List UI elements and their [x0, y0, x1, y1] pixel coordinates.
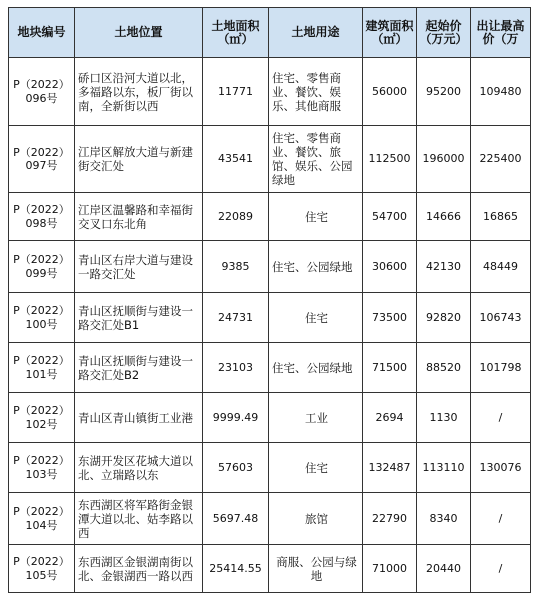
- cell-id: P（2022）097号: [9, 126, 75, 193]
- cell-building-area: 73500: [363, 293, 417, 343]
- cell-use: 住宅、零售商业、餐饮、娱乐、其他商服: [269, 58, 363, 126]
- cell-start-price: 20440: [417, 545, 471, 593]
- cell-building-area: 71500: [363, 343, 417, 393]
- cell-use: 商服、公园与绿地: [269, 545, 363, 593]
- cell-use: 旅馆: [269, 493, 363, 545]
- cell-area: 11771: [203, 58, 269, 126]
- cell-id: P（2022）103号: [9, 443, 75, 493]
- cell-building-area: 30600: [363, 241, 417, 293]
- cell-start-price: 1130: [417, 393, 471, 443]
- cell-use: 住宅: [269, 293, 363, 343]
- cell-final-price: 101798: [471, 343, 531, 393]
- cell-use: 住宅、公园绿地: [269, 343, 363, 393]
- table-row: [9, 126, 531, 193]
- land-auction-table-container: [8, 7, 531, 593]
- cell-building-area: 54700: [363, 193, 417, 241]
- cell-id: P（2022）101号: [9, 343, 75, 393]
- cell-building-area: 56000: [363, 58, 417, 126]
- cell-building-area: 71000: [363, 545, 417, 593]
- cell-id: P（2022）102号: [9, 393, 75, 443]
- cell-id: P（2022）096号: [9, 58, 75, 126]
- cell-location: 青山区抚顺街与建设一路交汇处B2: [75, 343, 203, 393]
- cell-final-price: 48449: [471, 241, 531, 293]
- land-auction-table: [8, 7, 531, 593]
- cell-building-area: 112500: [363, 126, 417, 193]
- header-building-area: 建筑面积（㎡）: [363, 8, 417, 58]
- cell-final-price: /: [471, 545, 531, 593]
- cell-start-price: 42130: [417, 241, 471, 293]
- cell-location: 青山区青山镇街工业港: [75, 393, 203, 443]
- cell-final-price: 106743: [471, 293, 531, 343]
- header-use: 土地用途: [269, 8, 363, 58]
- cell-final-price: /: [471, 393, 531, 443]
- table-row: [9, 493, 531, 545]
- cell-final-price: 16865: [471, 193, 531, 241]
- cell-final-price: 225400: [471, 126, 531, 193]
- cell-location: 东西湖区将军路街金银潭大道以北、姑李路以西: [75, 493, 203, 545]
- cell-location: 硚口区沿河大道以北，多福路以东，板厂街以南，全新街以西: [75, 58, 203, 126]
- cell-area: 5697.48: [203, 493, 269, 545]
- table-row: [9, 393, 531, 443]
- cell-id: P（2022）099号: [9, 241, 75, 293]
- cell-use: 工业: [269, 393, 363, 443]
- cell-start-price: 88520: [417, 343, 471, 393]
- cell-start-price: 95200: [417, 58, 471, 126]
- header-id: 地块编号: [9, 8, 75, 58]
- table-row: [9, 545, 531, 593]
- cell-start-price: 14666: [417, 193, 471, 241]
- header-start-price: 起始价（万元）: [417, 8, 471, 58]
- cell-building-area: 132487: [363, 443, 417, 493]
- cell-area: 9999.49: [203, 393, 269, 443]
- cell-start-price: 113110: [417, 443, 471, 493]
- header-final-price: 出让最高价（万: [471, 8, 531, 58]
- cell-start-price: 8340: [417, 493, 471, 545]
- cell-area: 9385: [203, 241, 269, 293]
- table-row: [9, 241, 531, 293]
- cell-location: 江岸区温馨路和幸福街交叉口东北角: [75, 193, 203, 241]
- cell-use: 住宅、公园绿地: [269, 241, 363, 293]
- cell-use: 住宅: [269, 193, 363, 241]
- header-area: 土地面积（㎡）: [203, 8, 269, 58]
- header-row: [9, 8, 531, 58]
- cell-location: 青山区抚顺街与建设一路交汇处B1: [75, 293, 203, 343]
- table-row: [9, 343, 531, 393]
- header-location: 土地位置: [75, 8, 203, 58]
- cell-location: 东西湖区金银湖南街以北、金银湖西一路以西: [75, 545, 203, 593]
- cell-area: 22089: [203, 193, 269, 241]
- cell-use: 住宅: [269, 443, 363, 493]
- cell-use: 住宅、零售商业、餐饮、旅馆、娱乐、公园绿地: [269, 126, 363, 193]
- cell-location: 江岸区解放大道与新建街交汇处: [75, 126, 203, 193]
- table-row: [9, 58, 531, 126]
- cell-start-price: 92820: [417, 293, 471, 343]
- cell-area: 57603: [203, 443, 269, 493]
- cell-area: 25414.55: [203, 545, 269, 593]
- cell-area: 43541: [203, 126, 269, 193]
- cell-building-area: 2694: [363, 393, 417, 443]
- cell-final-price: 130076: [471, 443, 531, 493]
- cell-id: P（2022）098号: [9, 193, 75, 241]
- cell-location: 东湖开发区花城大道以北、立瑞路以东: [75, 443, 203, 493]
- cell-building-area: 22790: [363, 493, 417, 545]
- table-row: [9, 293, 531, 343]
- cell-area: 23103: [203, 343, 269, 393]
- cell-start-price: 196000: [417, 126, 471, 193]
- cell-id: P（2022）100号: [9, 293, 75, 343]
- cell-location: 青山区右岸大道与建设一路交汇处: [75, 241, 203, 293]
- cell-area: 24731: [203, 293, 269, 343]
- cell-id: P（2022）104号: [9, 493, 75, 545]
- table-row: [9, 443, 531, 493]
- cell-final-price: 109480: [471, 58, 531, 126]
- table-row: [9, 193, 531, 241]
- cell-final-price: /: [471, 493, 531, 545]
- cell-id: P（2022）105号: [9, 545, 75, 593]
